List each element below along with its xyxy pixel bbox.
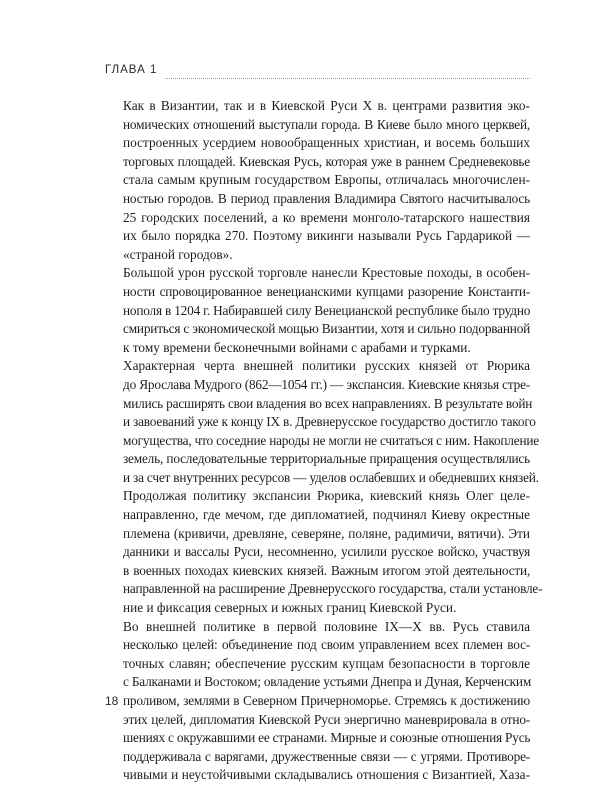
text-line: проливом, землями в Северном Причерноморье. Стремясь к достижению: [123, 693, 530, 708]
text-line: несколько целей: объединение под своим управлением всех племен вос-: [123, 637, 530, 653]
text-line: построенных усердием новообращенных христиан, и восемь больших: [123, 135, 530, 151]
paragraph: [105, 618, 530, 785]
text-line: торговых площадей. Киевская Русь, которая уже в раннем Средневековье: [123, 153, 530, 169]
text-line: чивыми и неустойчивыми складывались отношения с Византией, Хаза-: [123, 767, 530, 783]
body-text: [105, 97, 543, 785]
text-line: этих целей, дипломатия Киевской Руси энергично маневрировала в отно-: [123, 711, 530, 727]
text-line: 25 городских поселений, а ко времени монголо-татарского нашествия: [123, 209, 530, 225]
text-line: ности спровоцированное венецианскими купцами разорение Константи-: [123, 283, 530, 299]
text-line: и завоеваний уже к концу IX в. Древнерусское государство достигло такого: [123, 414, 536, 430]
text-line: ностью городов. В период правления Владимира Святого насчитывалось: [123, 190, 530, 206]
text-line: Продолжая политику экспансии Рюрика, киевский князь Олег целе-: [123, 488, 530, 504]
text-line: ние и фиксация северных и южных границ Киевской Руси.: [123, 600, 457, 616]
text-line: поддерживала с варягами, дружественные связи — с угрями. Противоре-: [123, 748, 530, 764]
text-line: смириться с экономической мощью Византии, хотя и сильно подорванной: [123, 321, 531, 337]
paragraph: [105, 97, 530, 264]
text-line: до Ярослава Мудрого (862—1054 гг.) — экспансия. Киевские князья стре-: [123, 376, 530, 392]
header-dotted-rule: [165, 78, 530, 79]
text-line: Большой урон русской торговле нанесли Крестовые походы, в особен-: [123, 265, 530, 281]
text-line: стала самым крупным государством Европы, отличалась многочислен-: [123, 172, 530, 188]
text-line: племена (кривичи, древляне, северяне, поляне, радимичи, вятичи). Эти: [123, 525, 530, 541]
text-line: земель, последовательные территориальные приращения осуществлялись: [123, 451, 530, 467]
text-line: Во внешней политике в первой половине IX—X вв. Русь ставила: [123, 618, 530, 634]
text-line: нополя в 1204 г. Набиравшей силу Венецианской республике было трудно: [123, 302, 531, 318]
text-line: точных славян; обеспечение русским купцам безопасности в торговле: [123, 655, 530, 671]
text-line: Характерная черта внешней политики русских князей от Рюрика: [123, 358, 530, 374]
text-line: Как в Византии, так и в Киевской Руси X в. центрами развития эко-: [123, 98, 530, 113]
text-line: направленной на расширение Древнерусского государства, стали установле-: [123, 581, 543, 597]
text-line: их было порядка 270. Поэтому викинги называли Русь Гардарикой —: [123, 228, 530, 244]
text-line: к тому времени бесконечными войнами с арабами и турками.: [123, 339, 471, 355]
paragraph: [105, 357, 543, 617]
text-line: номических отношений выступали города. В Киеве было много церквей,: [123, 116, 530, 132]
page-number: 18: [105, 694, 119, 708]
text-line: в военных походах киевских князей. Важным итогом этой деятельности,: [123, 562, 530, 578]
chapter-running-head: ГЛАВА 1: [105, 64, 158, 76]
text-line: шениях с окружавшими ее странами. Мирные и союзные отношения Русь: [123, 730, 531, 746]
text-line: «страной городов».: [123, 246, 233, 262]
paragraph: [105, 264, 530, 357]
text-line: направленно, где мечом, где дипломатией, подчинял Киеву окрестные: [123, 507, 530, 523]
text-line: мились расширять свои владения во всех направлениях. В результате войн: [123, 395, 533, 411]
text-line: данники и вассалы Руси, несомненно, усилили русское войско, участвуя: [123, 544, 530, 560]
text-line: и за счет внутренних ресурсов — уделов ослабевших и обедневших князей.: [123, 469, 539, 485]
text-line: с Балканами и Востоком; овладение устьями Днепра и Дуная, Керченским: [123, 674, 532, 690]
text-line: могущества, что соседние народы не могли не считаться с ним. Накопление: [123, 432, 539, 448]
